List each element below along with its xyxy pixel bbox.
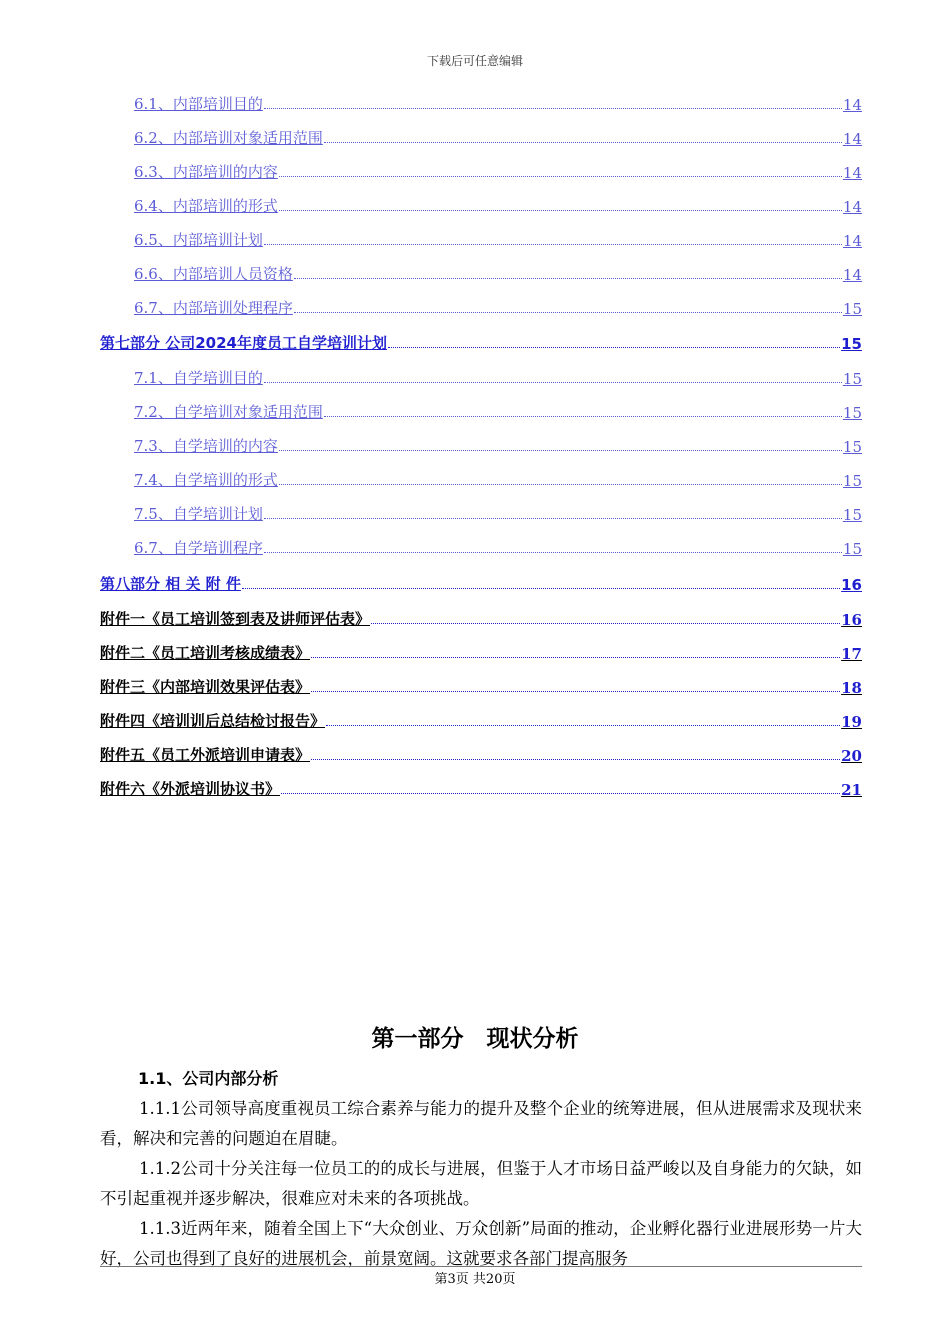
toc-entry-title: 6.7、自学培训程序 (134, 539, 263, 557)
toc-entry[interactable] (100, 675, 862, 697)
toc-entry[interactable] (100, 743, 862, 765)
footer-divider (100, 1266, 862, 1267)
toc-entry-title: 6.3、内部培训的内容 (134, 163, 278, 181)
toc-entry[interactable] (100, 468, 862, 490)
toc-leader-dots (264, 243, 842, 245)
toc-entry-title: 第八部分 相 关 附 件 (100, 575, 241, 593)
toc-entry-title: 6.1、内部培训目的 (134, 95, 263, 113)
toc-leader-dots (311, 758, 840, 760)
paragraph: 1.1.3近两年来，随着全国上下“大众创业、万众创新”局面的推动，企业孵化器行业进展形势一片大好，公司也得到了良好的进展机会，前景宽阔。这就要求各部门提高服务 (100, 1219, 862, 1268)
toc-entry-title: 7.3、自学培训的内容 (134, 437, 278, 455)
toc-entry[interactable] (100, 366, 862, 388)
toc-entry-title: 7.2、自学培训对象适用范围 (134, 403, 323, 421)
toc-leader-dots (264, 517, 842, 519)
toc-entry[interactable] (100, 607, 862, 629)
toc-leader-dots (264, 551, 842, 553)
toc-leader-dots (326, 724, 840, 726)
toc-entry-title: 6.2、内部培训对象适用范围 (134, 129, 323, 147)
toc-entry-page: 15 (842, 438, 862, 456)
toc-leader-dots (281, 792, 840, 794)
toc-entry-page: 15 (842, 370, 862, 388)
toc-entry[interactable] (100, 331, 862, 353)
toc-entry-title: 7.1、自学培训目的 (134, 369, 263, 387)
toc-entry[interactable] (100, 296, 862, 318)
toc-entry-page: 14 (842, 164, 862, 182)
toc-leader-dots (279, 449, 842, 451)
toc-leader-dots (264, 107, 842, 109)
toc-entry-page: 14 (842, 198, 862, 216)
toc-entry[interactable] (100, 92, 862, 114)
toc-entry[interactable] (100, 536, 862, 558)
toc-entry-title: 6.7、内部培训处理程序 (134, 299, 293, 317)
toc-entry-page: 14 (842, 130, 862, 148)
toc-entry-page: 19 (841, 713, 862, 731)
subsection-title: 1.1、公司内部分析 (138, 1069, 279, 1088)
toc-entry-page: 17 (841, 645, 862, 663)
toc-entry-page: 15 (842, 472, 862, 490)
toc-entry-page: 21 (841, 781, 862, 799)
toc-entry[interactable] (100, 434, 862, 456)
toc-leader-dots (279, 209, 842, 211)
toc-entry-page: 14 (842, 232, 862, 250)
toc-entry-page: 15 (842, 540, 862, 558)
toc-entry[interactable] (100, 502, 862, 524)
toc-leader-dots (294, 311, 842, 313)
toc-entry-title: 7.5、自学培训计划 (134, 505, 263, 523)
toc-entry-page: 15 (841, 335, 862, 353)
toc-entry-title: 6.5、内部培训计划 (134, 231, 263, 249)
toc-entry-page: 16 (841, 576, 862, 594)
toc-leader-dots (279, 483, 842, 485)
toc-entry-page: 15 (842, 506, 862, 524)
toc-entry-title: 附件二《员工培训考核成绩表》 (100, 644, 311, 662)
toc-entry-title: 6.6、内部培训人员资格 (134, 265, 293, 283)
toc-leader-dots (242, 587, 840, 589)
toc-leader-dots (264, 381, 842, 383)
toc-entry-title: 第七部分 公司2024年度员工自学培训计划 (100, 334, 387, 352)
toc-entry-title: 附件四《培训训后总结检讨报告》 (100, 712, 326, 730)
body-text (100, 1094, 862, 1274)
toc-leader-dots (388, 346, 840, 348)
toc-entry-title: 6.4、内部培训的形式 (134, 197, 278, 215)
toc-entry-page: 14 (842, 96, 862, 114)
toc-leader-dots (324, 415, 842, 417)
toc-entry-title: 7.4、自学培训的形式 (134, 471, 278, 489)
toc-entry[interactable] (100, 572, 862, 594)
toc-entry-title: 附件一《员工培训签到表及讲师评估表》 (100, 610, 371, 628)
toc-entry-title: 附件六《外派培训协议书》 (100, 780, 281, 798)
toc-leader-dots (279, 175, 842, 177)
toc-entry[interactable] (100, 262, 862, 284)
toc-entry[interactable] (100, 194, 862, 216)
paragraph: 1.1.1公司领导高度重视员工综合素养与能力的提升及整个企业的统筹进展，但从进展需求及现状来看，解决和完善的问题迫在眉睫。 (100, 1099, 862, 1148)
toc-leader-dots (311, 690, 840, 692)
toc-entry-page: 14 (842, 266, 862, 284)
section-title: 第一部分 现状分析 (371, 1026, 579, 1052)
paragraph: 1.1.2公司十分关注每一位员工的的成长与进展，但鉴于人才市场日益严峻以及自身能力的欠缺，如不引起重视并逐步解决，很难应对未来的各项挑战。 (100, 1159, 862, 1208)
toc-entry[interactable] (100, 160, 862, 182)
toc-leader-dots (311, 656, 840, 658)
page-footer: 第3页 共20页 (434, 1272, 516, 1287)
toc-leader-dots (294, 277, 842, 279)
toc-entry[interactable] (100, 228, 862, 250)
toc-entry-page: 15 (842, 300, 862, 318)
toc-entry[interactable] (100, 777, 862, 799)
header-note: 下载后可任意编辑 (426, 54, 523, 68)
toc-entry-page: 16 (841, 611, 862, 629)
toc-entry-page: 20 (841, 747, 862, 765)
toc-leader-dots (324, 141, 842, 143)
toc-entry[interactable] (100, 641, 862, 663)
toc-entry-page: 18 (841, 679, 862, 697)
toc-entry[interactable] (100, 400, 862, 422)
toc-entry[interactable] (100, 126, 862, 148)
toc-leader-dots (371, 622, 840, 624)
toc-entry-title: 附件三《内部培训效果评估表》 (100, 678, 311, 696)
toc-entry-page: 15 (842, 404, 862, 422)
toc-entry-title: 附件五《员工外派培训申请表》 (100, 746, 311, 764)
toc-entry[interactable] (100, 709, 862, 731)
